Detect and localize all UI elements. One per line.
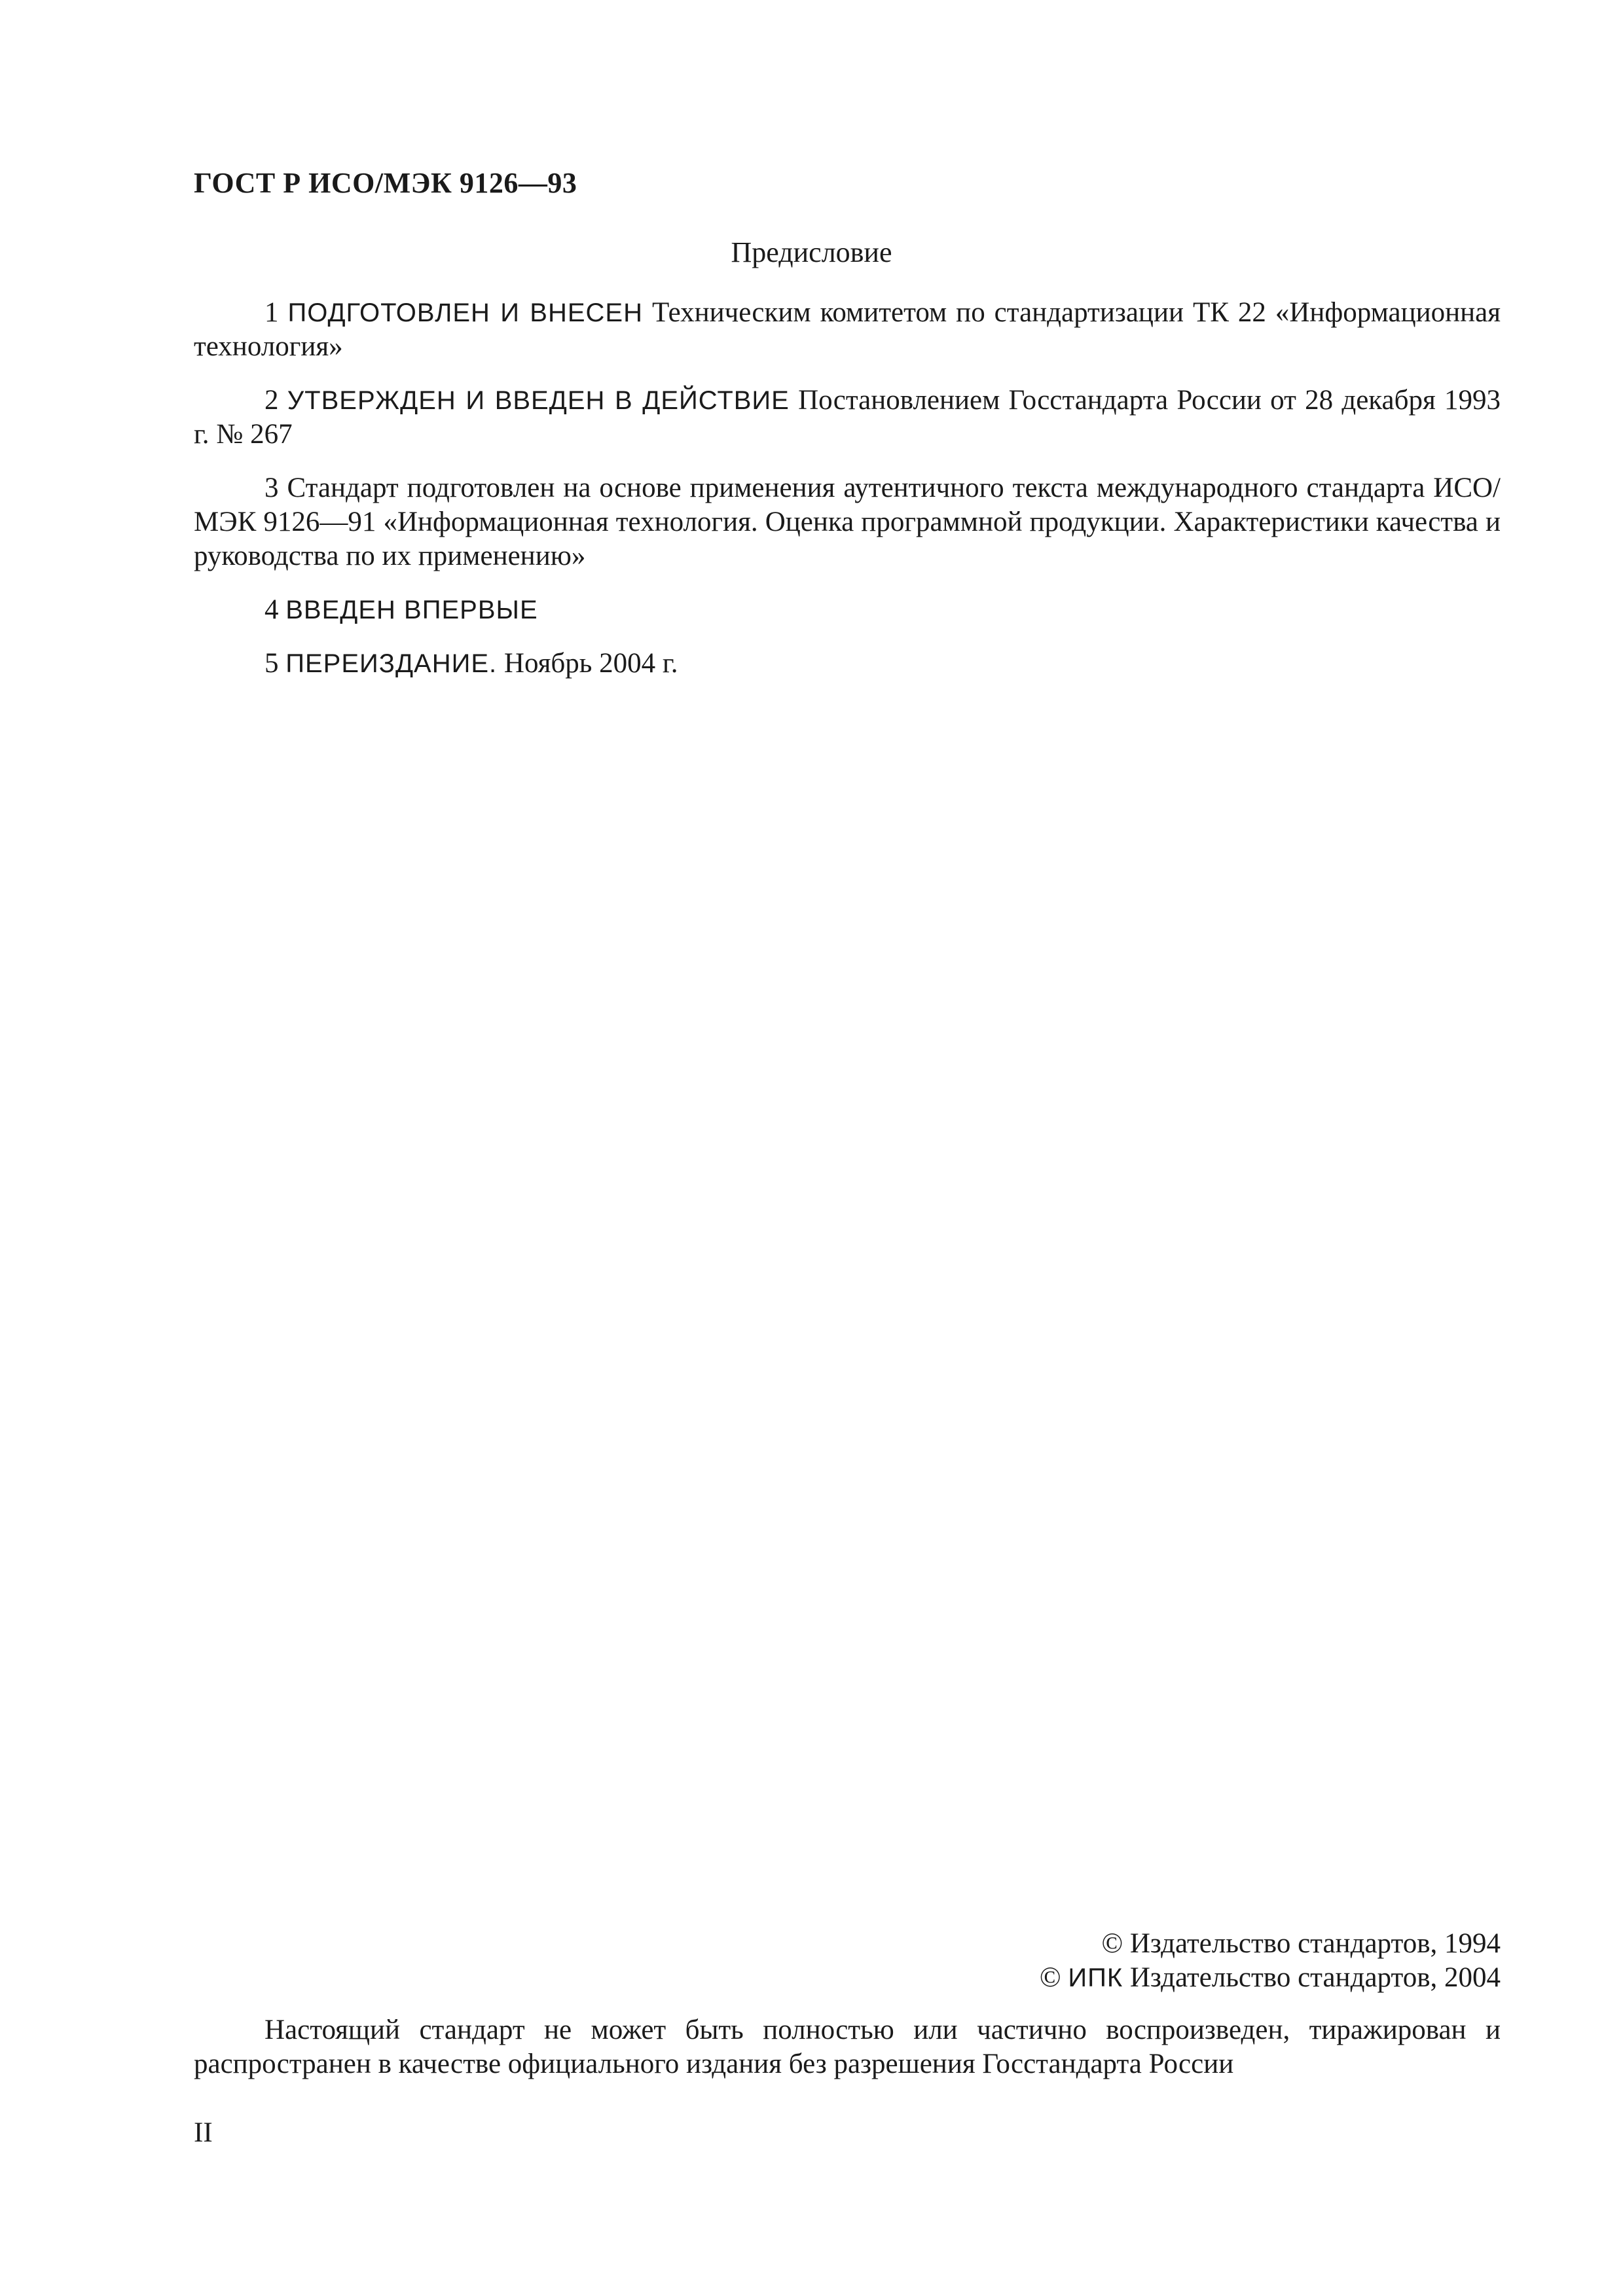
foreword-item-1 <box>194 296 1501 364</box>
item-number: 1 <box>264 297 279 328</box>
item-text: Стандарт подготовлен на основе применения аутентичного текста международного стандарта ИСО/МЭК 9126—91 «Информационная технология. Оценка программной продукции. Характеристики качества и руководства по их применению» <box>194 473 1501 571</box>
standard-code-header: ГОСТ Р ИСО/МЭК 9126—93 <box>194 167 577 199</box>
copyright-abbr: ИПК <box>1068 1964 1123 1992</box>
copyright-symbol: © <box>1039 1962 1061 1993</box>
foreword-title: Предисловие <box>731 236 892 268</box>
item-lead: ВВЕДЕН ВПЕРВЫЕ <box>285 596 538 624</box>
item-text: Ноябрь 2004 г. <box>503 648 678 679</box>
reproduction-notice: Настоящий стандарт не может быть полностью или частично воспроизведен, тиражирован и распространен в качестве официального издания без разрешения Госстандарта России <box>194 2015 1501 2079</box>
item-number: 4 <box>264 594 279 625</box>
item-lead: УТВЕРЖДЕН И ВВЕДЕН В ДЕЙСТВИЕ <box>287 386 790 415</box>
item-number: 5 <box>264 648 279 679</box>
copyright-publisher: Издательство стандартов, 2004 <box>1129 1962 1501 1993</box>
item-number: 2 <box>264 385 279 416</box>
copyright-line-2 <box>1040 1961 1501 1995</box>
copyright-block <box>1040 1927 1501 1995</box>
item-lead: ПЕРЕИЗДАНИЕ. <box>285 649 498 678</box>
item-text: Техническим комитетом по стандартизации ТК 22 «Информационная технология» <box>194 297 1501 362</box>
item-number: 3 <box>264 473 279 503</box>
foreword-item-3 <box>194 471 1501 573</box>
copyright-line-1: © Издательство стандартов, 1994 <box>1101 1928 1501 1959</box>
foreword-item-4 <box>194 593 1501 627</box>
foreword-item-2 <box>194 384 1501 452</box>
foreword-items <box>194 296 1501 700</box>
item-lead: ПОДГОТОВЛЕН И ВНЕСЕН <box>287 298 643 327</box>
page-number: II <box>194 2117 213 2148</box>
item-text: Постановлением Госстандарта России от 28 декабря 1993 г. № 267 <box>194 385 1501 450</box>
foreword-item-5 <box>194 647 1501 681</box>
